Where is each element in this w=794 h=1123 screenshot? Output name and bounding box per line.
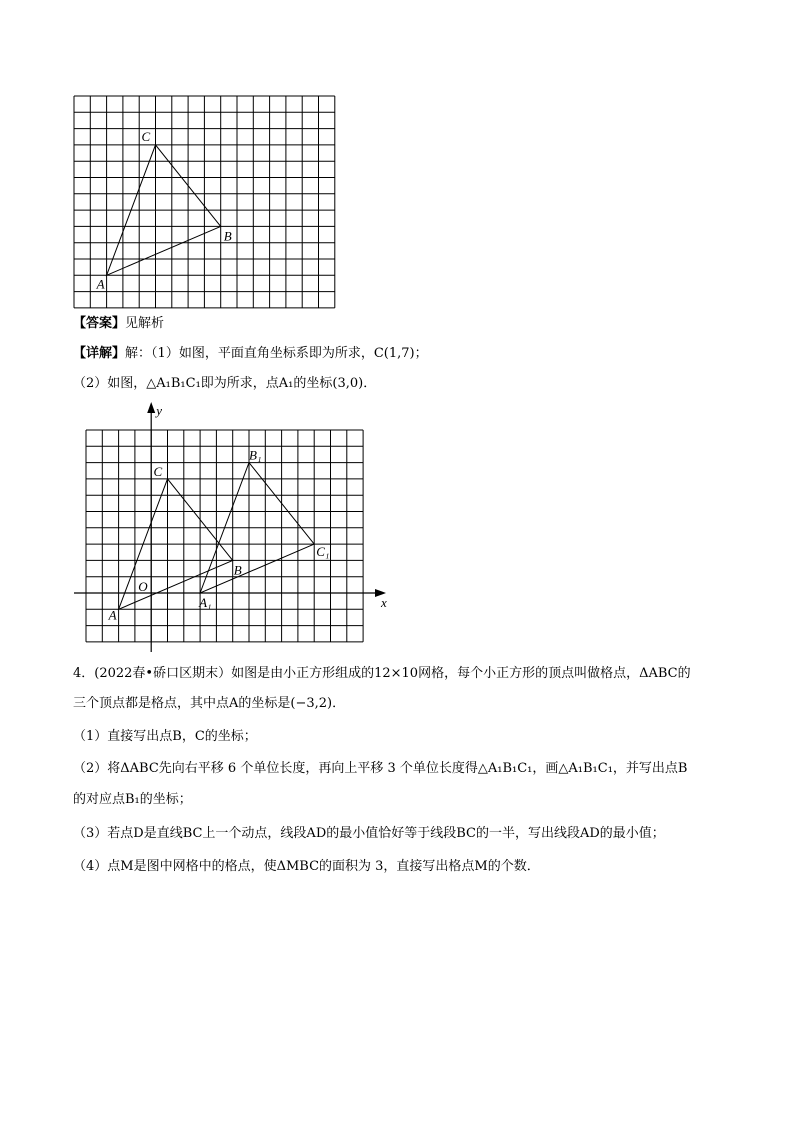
detail-tag-open: 【 [73,346,87,361]
label-c: C [141,128,151,144]
question-line-2 [73,695,345,713]
question-part-1 [73,728,257,746]
label-a: A [96,276,105,292]
figure-2-gridlines [86,430,363,642]
question-part-2a [73,760,687,778]
label-c1: C₁ [316,544,330,560]
question-part-4 [73,858,540,876]
answer-line [73,315,164,333]
question-q3: （3）若点D是直线BC上一个动点，线段AD的最小值恰好等于线段BC的一半，写出线段AD的最小值； [73,826,665,841]
question-part-2b [73,791,192,809]
question-text-1: 4．(2022春•硚口区期末）如图是由小正方形组成的12×10网格，每个小正方形的顶点叫做格点，ΔABC的 [73,666,691,681]
figure-2-coordinate-grid [70,398,400,658]
label-a1: A₁ [199,595,212,610]
y-axis-arrow [147,402,155,413]
question-q2a: （2）将ΔABC先向右平移 6 个单位长度，再向上平移 3 个单位长度得△A₁B₁C₁，画△A₁B₁C₁，并写出点B [73,761,688,776]
answer-tag-open: 【 [73,316,87,331]
question-line-1 [73,665,691,683]
detail-tag-close: 】 [112,346,126,361]
detail-line-1 [73,345,428,363]
label-b: B [233,562,242,578]
label-a: A [108,607,117,623]
label-b1: B₁ [249,447,262,463]
label-c: C [153,463,163,479]
question-text-2: 三个顶点都是格点，其中点A的坐标是(−3,2)． [73,696,346,711]
question-q2b: 的对应点B₁的坐标； [73,792,192,807]
answer-tag-close: 】 [112,316,126,331]
figure-1-grid [60,90,360,310]
label-origin: O [138,579,148,594]
question-part-3 [73,825,665,843]
detail-line-2 [73,375,376,393]
detail-part-2: （2）如图，△A₁B₁C₁即为所求，点A₁的坐标(3,0)． [73,376,377,391]
x-axis-label: x [381,595,387,610]
question-q4: （4）点M是图中网格中的格点，使ΔMBC的面积为 3，直接写出格点M的个数． [73,859,540,874]
answer-text: 见解析 [125,316,165,331]
detail-tag: 详解 [86,346,113,361]
question-q1: （1）直接写出点B，C的坐标； [73,729,257,744]
y-axis-label: y [156,403,162,418]
answer-tag: 答案 [86,316,113,331]
figure-1-gridlines [74,96,335,308]
detail-part-1: 解：（1）如图，平面直角坐标系即为所求，C(1,7)； [125,346,428,361]
label-b: B [223,228,232,244]
